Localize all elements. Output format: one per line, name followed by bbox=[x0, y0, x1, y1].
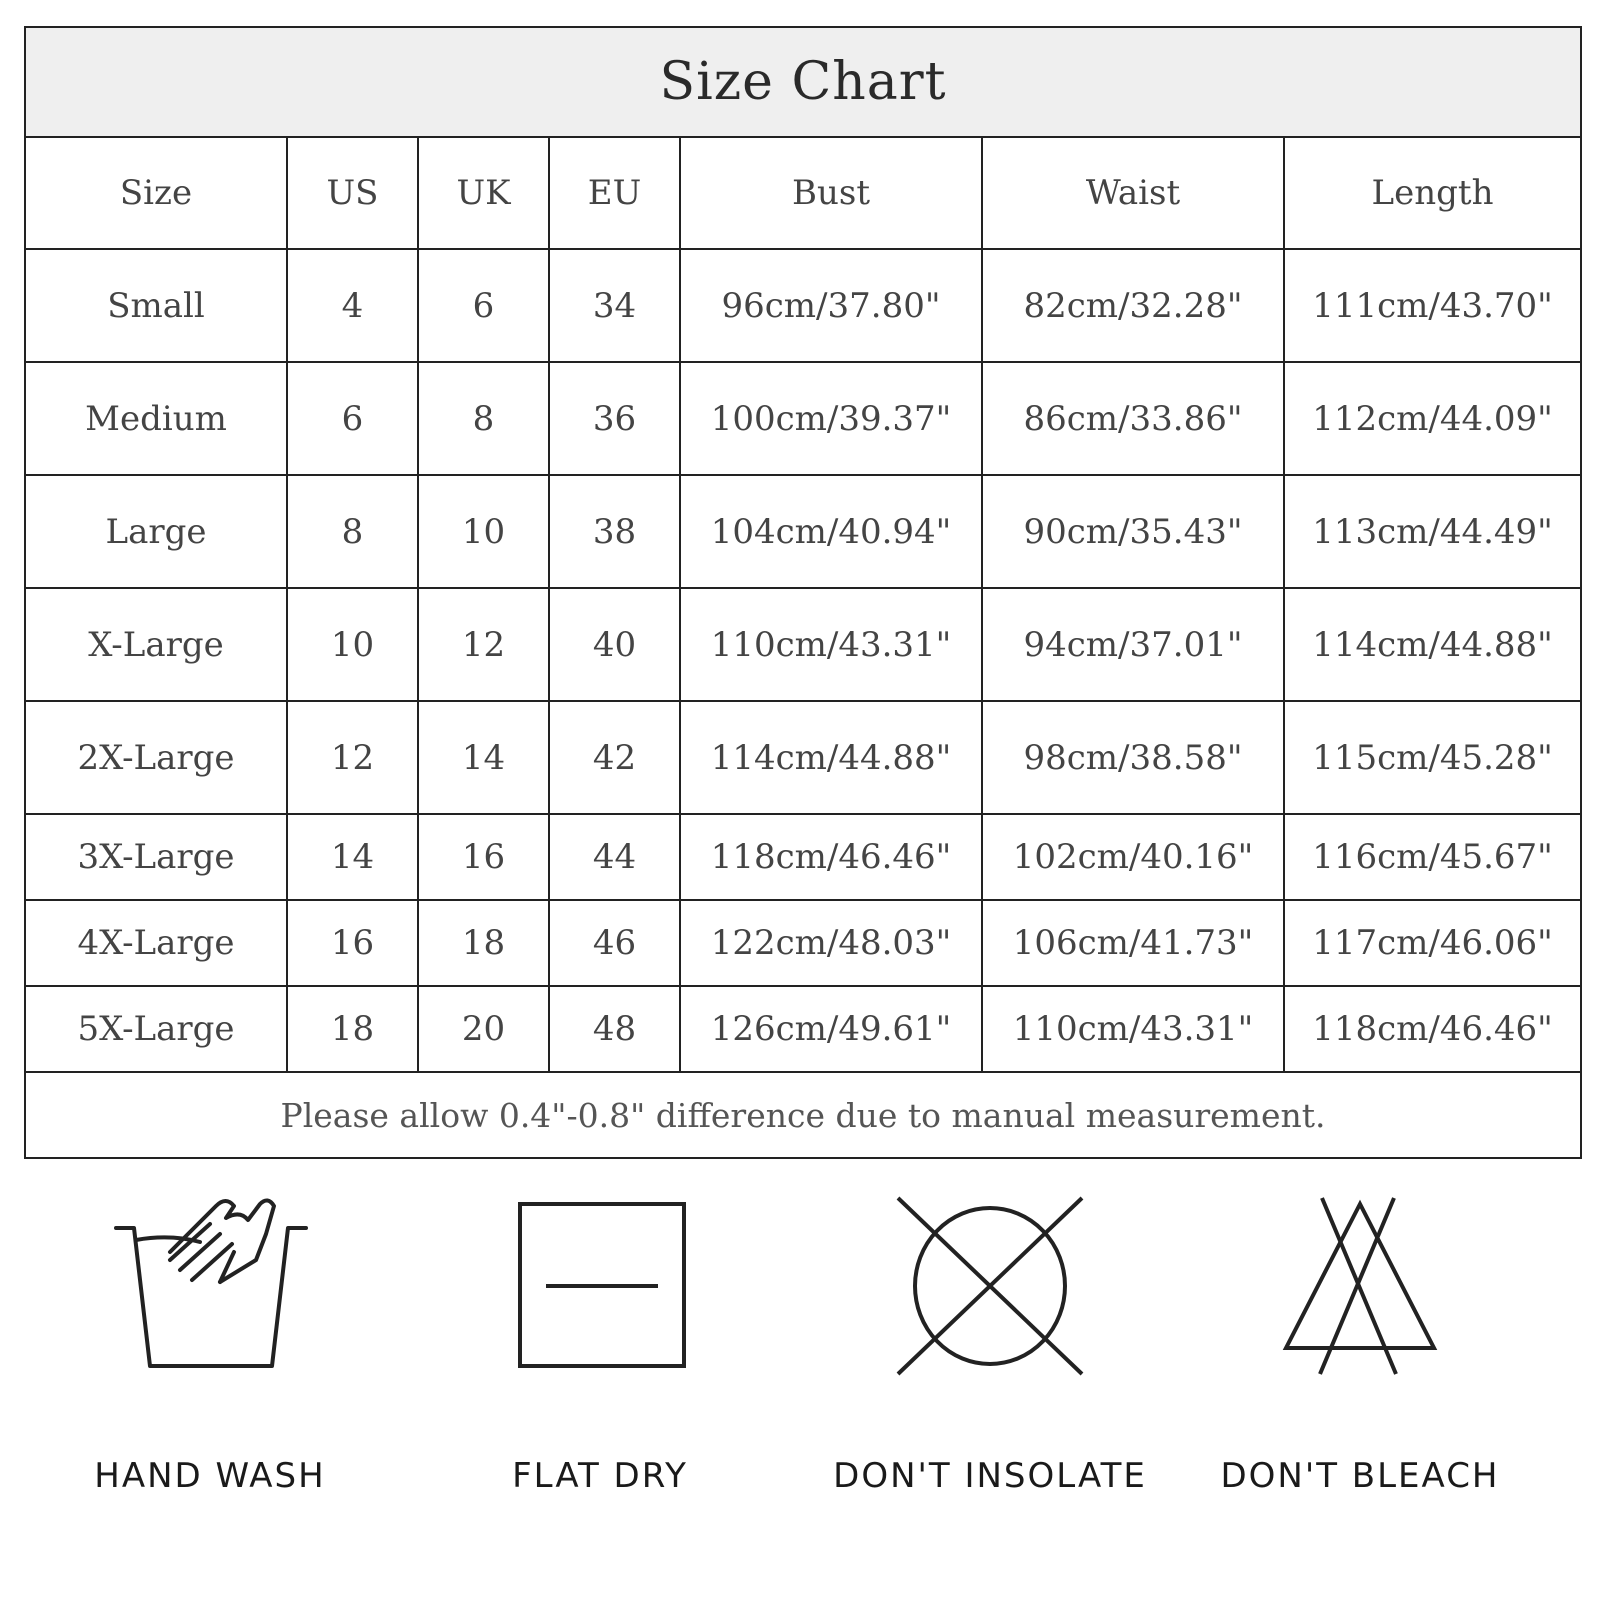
table-row bbox=[25, 986, 1581, 1072]
cell-eu: 34 bbox=[549, 249, 680, 362]
cell-us: 18 bbox=[287, 986, 418, 1072]
cell-length: 111cm/43.70" bbox=[1284, 249, 1581, 362]
cell-eu: 42 bbox=[549, 701, 680, 814]
table-body bbox=[25, 249, 1581, 1072]
cell-us: 8 bbox=[287, 475, 418, 588]
cell-uk: 18 bbox=[418, 900, 549, 986]
cell-size: 3X-Large bbox=[25, 814, 287, 900]
cell-waist: 98cm/38.58" bbox=[982, 701, 1284, 814]
cell-waist: 90cm/35.43" bbox=[982, 475, 1284, 588]
care-hand-wash bbox=[20, 1190, 400, 1390]
flat-dry-icon bbox=[410, 1190, 790, 1390]
cell-us: 6 bbox=[287, 362, 418, 475]
cell-uk: 16 bbox=[418, 814, 549, 900]
dont-insolate-icon bbox=[800, 1190, 1180, 1390]
cell-eu: 46 bbox=[549, 900, 680, 986]
cell-uk: 14 bbox=[418, 701, 549, 814]
cell-uk: 8 bbox=[418, 362, 549, 475]
table-row bbox=[25, 814, 1581, 900]
cell-size: 4X-Large bbox=[25, 900, 287, 986]
header-length: Length bbox=[1284, 137, 1581, 249]
cell-bust: 122cm/48.03" bbox=[680, 900, 982, 986]
cell-us: 4 bbox=[287, 249, 418, 362]
care-label-dont-insolate: DON'T INSOLATE bbox=[833, 1456, 1147, 1496]
cell-waist: 82cm/32.28" bbox=[982, 249, 1284, 362]
cell-size: X-Large bbox=[25, 588, 287, 701]
care-flat-dry bbox=[410, 1190, 790, 1390]
cell-waist: 94cm/37.01" bbox=[982, 588, 1284, 701]
measurement-note: Please allow 0.4"-0.8" difference due to manual measurement. bbox=[25, 1072, 1581, 1158]
table-row bbox=[25, 362, 1581, 475]
cell-length: 114cm/44.88" bbox=[1284, 588, 1581, 701]
cell-eu: 40 bbox=[549, 588, 680, 701]
header-uk: UK bbox=[418, 137, 549, 249]
cell-us: 12 bbox=[287, 701, 418, 814]
cell-eu: 48 bbox=[549, 986, 680, 1072]
cell-waist: 110cm/43.31" bbox=[982, 986, 1284, 1072]
cell-length: 116cm/45.67" bbox=[1284, 814, 1581, 900]
cell-uk: 6 bbox=[418, 249, 549, 362]
header-eu: EU bbox=[549, 137, 680, 249]
cell-length: 118cm/46.46" bbox=[1284, 986, 1581, 1072]
cell-size: 2X-Large bbox=[25, 701, 287, 814]
cell-size: Medium bbox=[25, 362, 287, 475]
cell-us: 14 bbox=[287, 814, 418, 900]
header-bust: Bust bbox=[680, 137, 982, 249]
cell-waist: 102cm/40.16" bbox=[982, 814, 1284, 900]
cell-waist: 86cm/33.86" bbox=[982, 362, 1284, 475]
cell-bust: 126cm/49.61" bbox=[680, 986, 982, 1072]
header-us: US bbox=[287, 137, 418, 249]
header-waist: Waist bbox=[982, 137, 1284, 249]
cell-uk: 20 bbox=[418, 986, 549, 1072]
cell-length: 112cm/44.09" bbox=[1284, 362, 1581, 475]
cell-us: 16 bbox=[287, 900, 418, 986]
cell-bust: 118cm/46.46" bbox=[680, 814, 982, 900]
cell-uk: 10 bbox=[418, 475, 549, 588]
size-chart-table bbox=[24, 26, 1582, 1159]
cell-uk: 12 bbox=[418, 588, 549, 701]
chart-title: Size Chart bbox=[25, 27, 1581, 137]
cell-bust: 96cm/37.80" bbox=[680, 249, 982, 362]
hand-wash-icon bbox=[20, 1190, 400, 1390]
cell-size: Small bbox=[25, 249, 287, 362]
table-row bbox=[25, 588, 1581, 701]
care-label-hand-wash: HAND WASH bbox=[94, 1456, 326, 1496]
cell-size: 5X-Large bbox=[25, 986, 287, 1072]
cell-bust: 114cm/44.88" bbox=[680, 701, 982, 814]
cell-length: 115cm/45.28" bbox=[1284, 701, 1581, 814]
care-label-flat-dry: FLAT DRY bbox=[512, 1456, 688, 1496]
care-dont-bleach bbox=[1170, 1190, 1550, 1390]
cell-size: Large bbox=[25, 475, 287, 588]
table-row bbox=[25, 701, 1581, 814]
care-label-dont-bleach: DON'T BLEACH bbox=[1220, 1456, 1500, 1496]
dont-bleach-icon bbox=[1170, 1190, 1550, 1390]
cell-eu: 38 bbox=[549, 475, 680, 588]
cell-waist: 106cm/41.73" bbox=[982, 900, 1284, 986]
care-dont-insolate bbox=[800, 1190, 1180, 1390]
table-row bbox=[25, 900, 1581, 986]
cell-eu: 36 bbox=[549, 362, 680, 475]
cell-bust: 110cm/43.31" bbox=[680, 588, 982, 701]
header-size: Size bbox=[25, 137, 287, 249]
cell-eu: 44 bbox=[549, 814, 680, 900]
cell-length: 117cm/46.06" bbox=[1284, 900, 1581, 986]
cell-length: 113cm/44.49" bbox=[1284, 475, 1581, 588]
header-row bbox=[25, 137, 1581, 249]
cell-us: 10 bbox=[287, 588, 418, 701]
table-row bbox=[25, 475, 1581, 588]
cell-bust: 104cm/40.94" bbox=[680, 475, 982, 588]
cell-bust: 100cm/39.37" bbox=[680, 362, 982, 475]
table-row bbox=[25, 249, 1581, 362]
